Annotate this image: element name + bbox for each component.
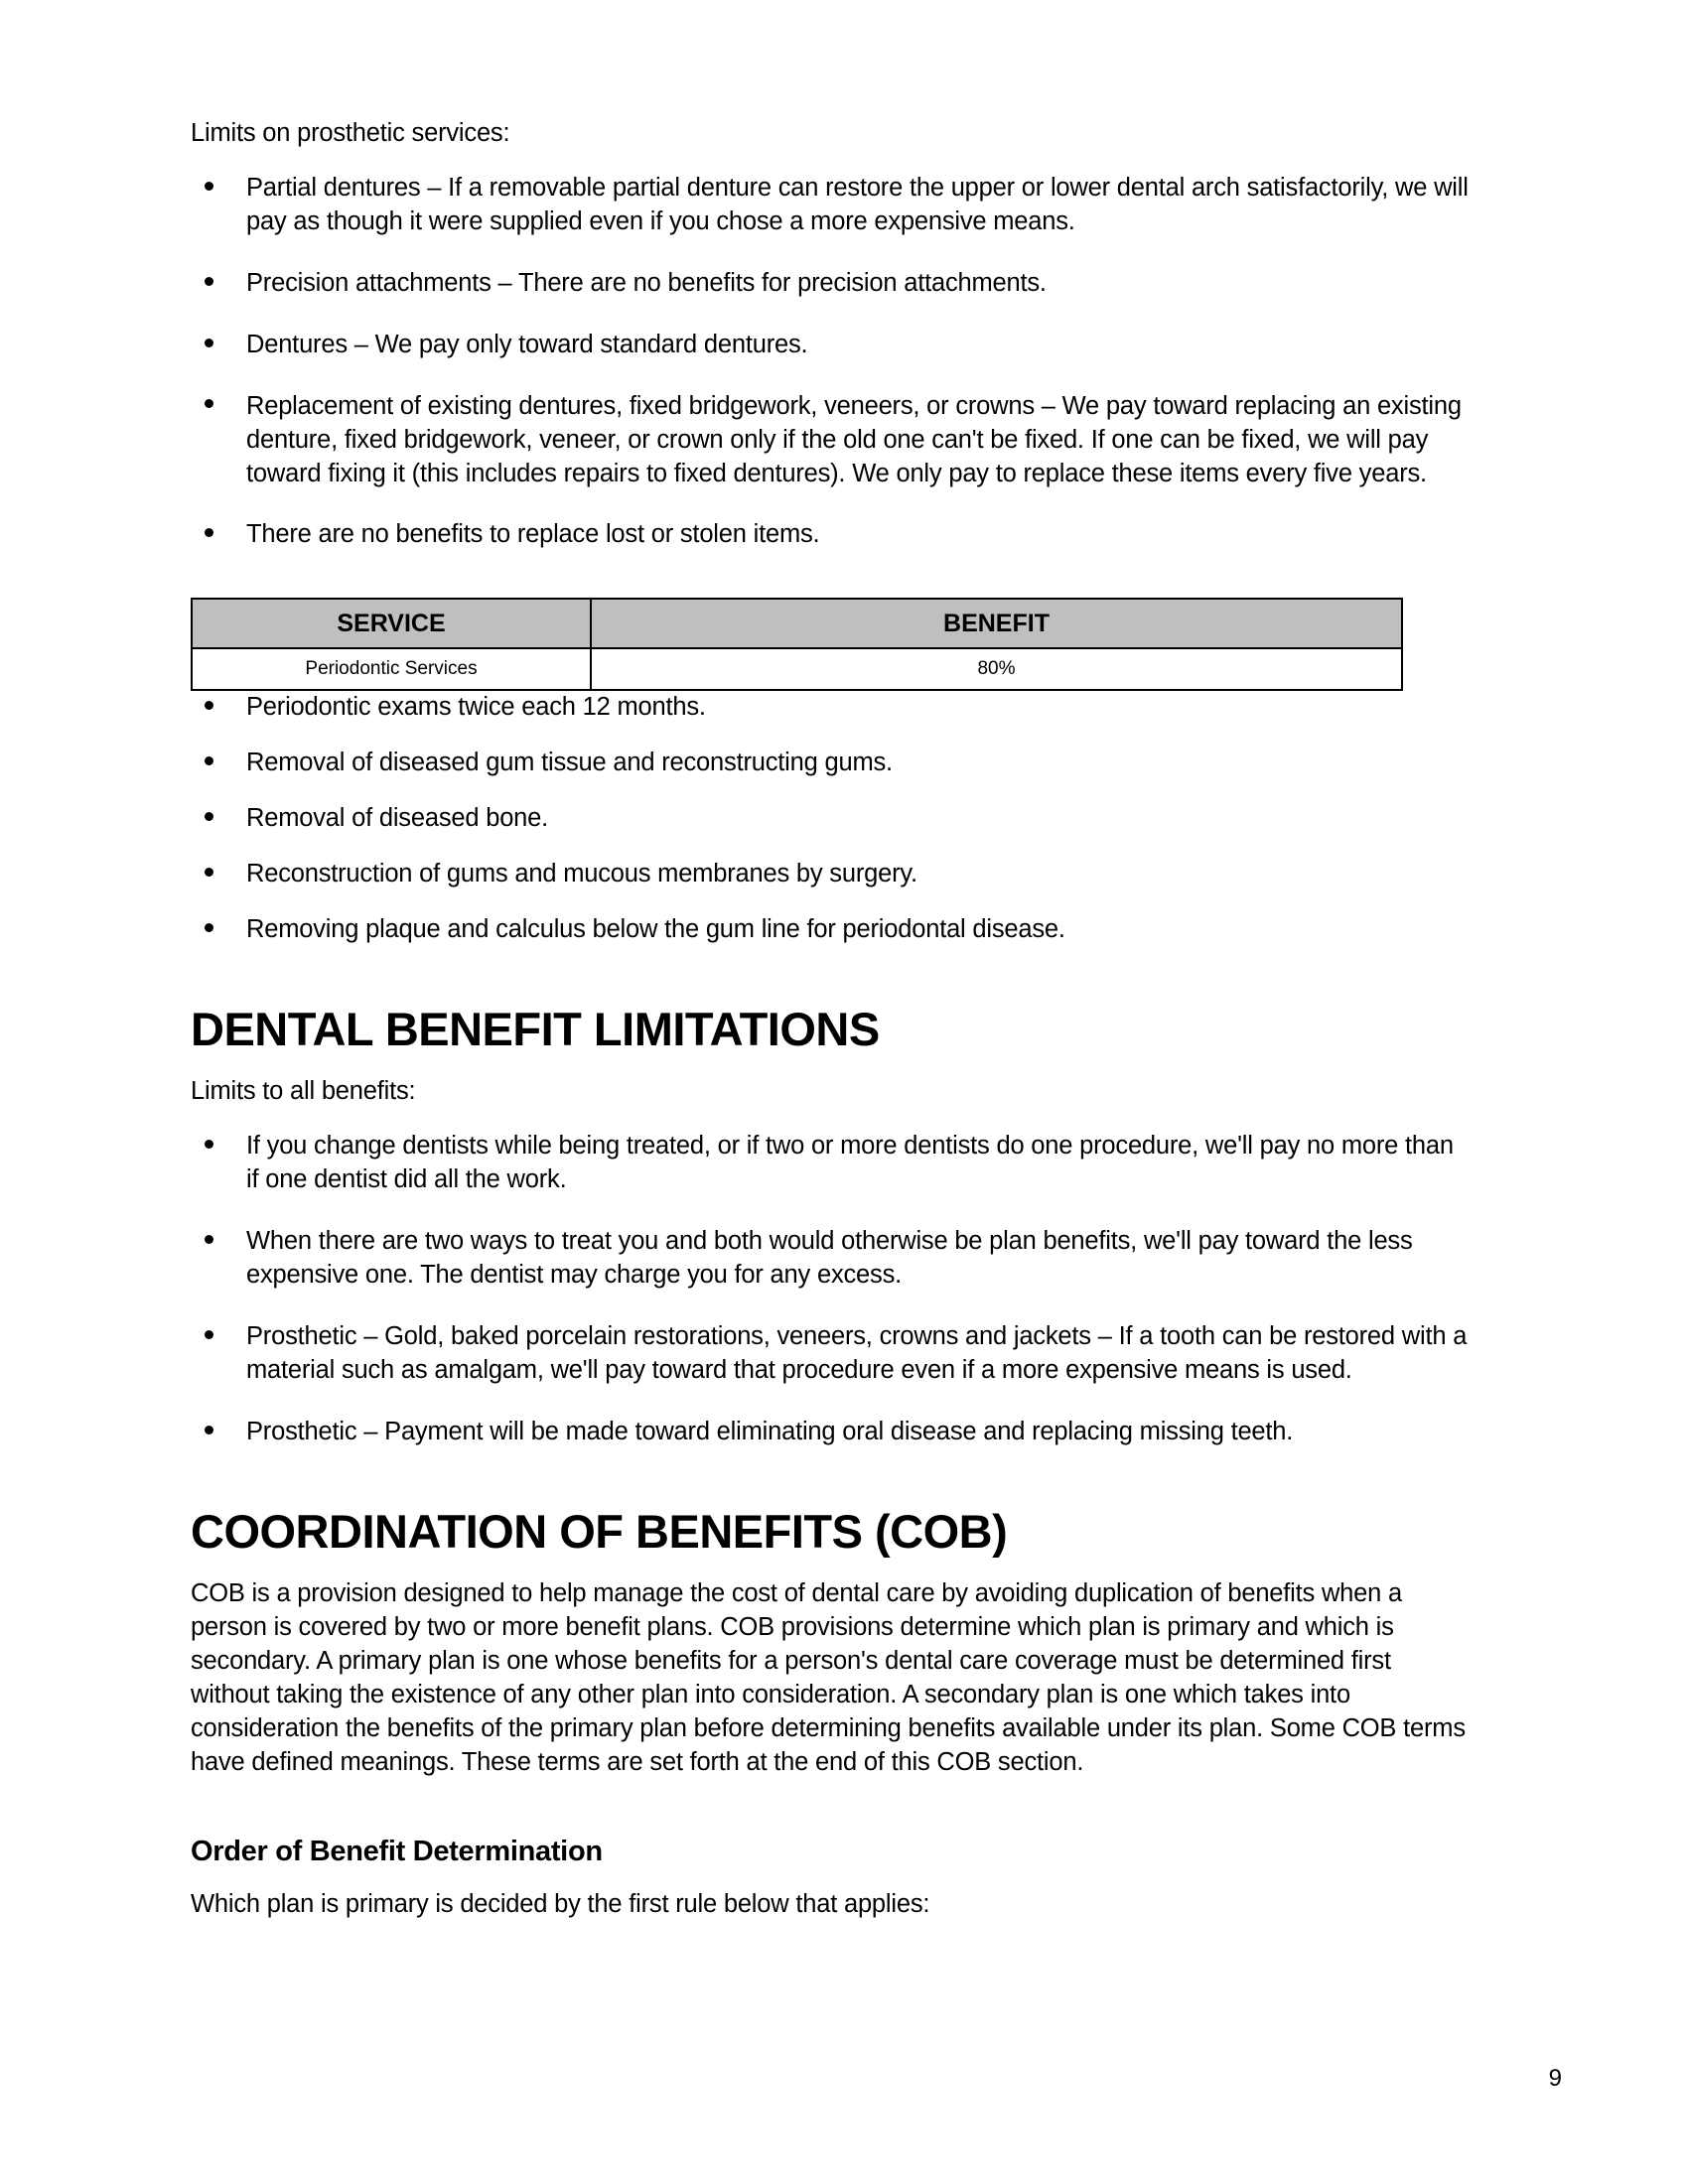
prosthetic-limits-list xyxy=(191,172,1472,552)
limits-intro-text: Limits to all benefits: xyxy=(191,1077,416,1106)
bullet-icon xyxy=(205,756,213,765)
page-number: 9 xyxy=(1548,2065,1562,2092)
page-title-dental-benefit-limitations: DENTAL BENEFIT LIMITATIONS xyxy=(191,1002,880,1055)
bullet-icon xyxy=(205,339,213,347)
list-item-text: Removal of diseased bone. xyxy=(246,804,549,833)
page-title-coordination-of-benefits: COORDINATION OF BENEFITS (COB) xyxy=(191,1504,1008,1558)
list-item-text: Reconstruction of gums and mucous membranes by surgery. xyxy=(246,860,917,888)
list-item xyxy=(191,1130,1472,1197)
cob-paragraph: COB is a provision designed to help manage the cost of dental care by avoiding duplication of benefits when a person is covered by two or more benefit plans. COB provisions determine which plan is primary and which is secondary. A primary plan is one whose benefits for a person's dental care coverage must be determined first without taking the existence of any other plan into consideration. A secondary plan is one which takes into consideration the benefits of the primary plan before determining benefits available under its plan. Some COB terms have defined meanings. These terms are set forth at the end of this COB section. xyxy=(191,1579,1466,1776)
table-row xyxy=(192,648,1402,690)
bullet-icon xyxy=(205,812,213,821)
bullet-icon xyxy=(205,701,213,710)
column-header-service: SERVICE xyxy=(192,599,591,648)
benefit-table-container xyxy=(191,598,1472,691)
list-item xyxy=(191,329,1472,362)
page-content xyxy=(191,117,1472,1921)
bullet-icon xyxy=(205,528,213,537)
list-item xyxy=(191,518,1472,552)
list-item xyxy=(191,1320,1472,1388)
list-item-text: Precision attachments – There are no benefits for precision attachments. xyxy=(246,268,1047,297)
bullet-icon xyxy=(205,1140,213,1149)
list-item xyxy=(191,747,1472,780)
subsection-title-order-of-benefit-determination: Order of Benefit Determination xyxy=(191,1835,603,1867)
list-item-text: There are no benefits to replace lost or stolen items. xyxy=(246,520,820,549)
benefit-table-head xyxy=(192,599,1402,648)
bullet-icon xyxy=(205,399,213,408)
bullet-icon xyxy=(205,277,213,286)
list-item-text: Periodontic exams twice each 12 months. xyxy=(246,693,706,722)
list-item xyxy=(191,858,1472,891)
list-item xyxy=(191,172,1472,239)
list-item-text: Dentures – We pay only toward standard dentures. xyxy=(246,330,808,358)
column-header-benefit: BENEFIT xyxy=(591,599,1402,648)
prosthetic-intro-text: Limits on prosthetic services: xyxy=(191,119,510,147)
list-item xyxy=(191,913,1472,947)
table-header-row xyxy=(192,599,1402,648)
list-item xyxy=(191,1416,1472,1449)
order-of-benefit-determination-paragraph: Which plan is primary is decided by the first rule below that applies: xyxy=(191,1889,930,1918)
bullet-icon xyxy=(205,1426,213,1434)
cell-benefit: 80% xyxy=(591,648,1402,690)
list-item-text: Replacement of existing dentures, fixed bridgework, veneers, or crowns – We pay toward replacing an existing denture, fixed bridgework, veneer, or crown only if the old one can't be fixed. If one can be fixed, we will pay toward fixing it (this includes repairs to fixed dentures). We only pay to replace these items every five years. xyxy=(246,391,1462,487)
benefit-table-body xyxy=(192,648,1402,690)
benefit-table xyxy=(191,598,1403,691)
bullet-icon xyxy=(205,1235,213,1244)
list-item-text: Partial dentures – If a removable partial denture can restore the upper or lower dental arch satisfactorily, we will pay as though it were supplied even if you chose a more expensive means. xyxy=(246,174,1469,236)
list-item xyxy=(191,802,1472,836)
dental-benefit-limitations-list xyxy=(191,1130,1472,1448)
list-item-text: Removing plaque and calculus below the gum line for periodontal disease. xyxy=(246,915,1065,944)
list-item-text: When there are two ways to treat you and both would otherwise be plan benefits, we'll pay toward the less expensive one. The dentist may charge you for any excess. xyxy=(246,1227,1413,1290)
list-item-text: If you change dentists while being treated, or if two or more dentists do one procedure, we'll pay no more than if one dentist did all the work. xyxy=(246,1132,1454,1194)
bullet-icon xyxy=(205,923,213,932)
bullet-icon xyxy=(205,182,213,191)
list-item xyxy=(191,1225,1472,1293)
periodontic-services-list xyxy=(191,691,1472,947)
cell-service: Periodontic Services xyxy=(192,648,591,690)
list-item-text: Prosthetic – Gold, baked porcelain restorations, veneers, crowns and jackets – If a tooth can be restored with a material such as amalgam, we'll pay toward that procedure even if a more expensive means is used. xyxy=(246,1322,1468,1384)
list-item xyxy=(191,691,1472,725)
list-item-text: Removal of diseased gum tissue and reconstructing gums. xyxy=(246,749,893,777)
list-item-text: Prosthetic – Payment will be made toward eliminating oral disease and replacing missing teeth. xyxy=(246,1417,1294,1445)
list-item xyxy=(191,390,1472,491)
list-item xyxy=(191,267,1472,301)
bullet-icon xyxy=(205,868,213,877)
bullet-icon xyxy=(205,1330,213,1339)
